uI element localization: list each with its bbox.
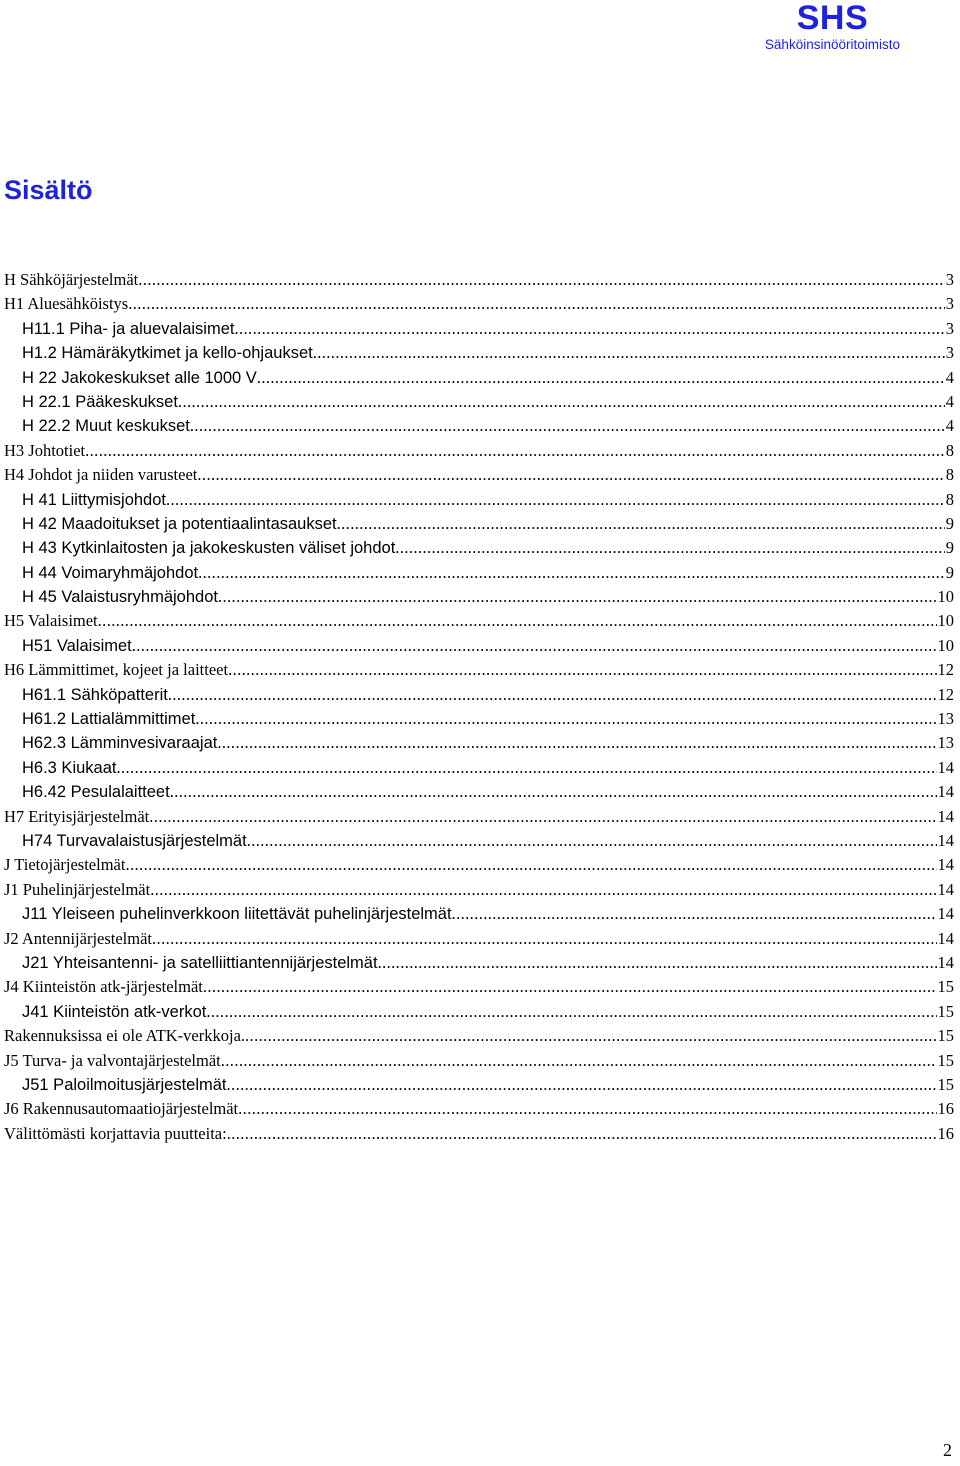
toc-entry-page: 14 xyxy=(937,855,954,875)
toc-entry[interactable] xyxy=(4,683,954,707)
toc-entry-label: J1 Puhelinjärjestelmät xyxy=(4,879,151,899)
toc-dot-leader xyxy=(228,658,936,682)
toc-entry-label: J51 Paloilmoitusjärjestelmät xyxy=(22,1075,227,1094)
toc-entry-label: H Sähköjärjestelmät xyxy=(4,270,139,289)
toc-dot-leader xyxy=(227,1073,937,1097)
toc-entry-label: J2 Antennijärjestelmät xyxy=(4,928,153,948)
toc-dot-leader xyxy=(195,707,936,731)
toc-entry-label: H11.1 Piha- ja aluevalaisimet xyxy=(22,319,235,338)
toc-dot-leader xyxy=(217,731,936,755)
toc-entry-page: 13 xyxy=(937,709,954,729)
toc-dot-leader xyxy=(198,561,945,585)
toc-dot-leader xyxy=(168,683,937,707)
toc-entry[interactable] xyxy=(4,1073,954,1097)
logo-subtitle: Sähköinsinööritoimisto xyxy=(764,37,900,52)
toc-entry-page: 14 xyxy=(937,928,954,948)
toc-entry[interactable] xyxy=(4,951,954,975)
toc-entry-label: J11 Yleiseen puhelinverkkoon liitettävät puhelinjärjestelmät xyxy=(22,905,452,924)
toc-entry[interactable] xyxy=(4,1097,954,1121)
toc-entry-page: 9 xyxy=(945,538,954,558)
toc-entry[interactable] xyxy=(4,268,954,292)
toc-entry-label: H61.1 Sähköpatterit xyxy=(22,685,168,704)
company-logo xyxy=(765,0,900,53)
toc-dot-leader xyxy=(218,585,937,609)
toc-dot-leader xyxy=(234,317,944,341)
toc-entry-label: H 22.1 Pääkeskukset xyxy=(22,392,178,411)
toc-dot-leader xyxy=(166,488,945,512)
toc-dot-leader xyxy=(378,951,937,975)
toc-entry-page: 15 xyxy=(937,1074,954,1094)
toc-entry[interactable] xyxy=(4,463,954,487)
toc-dot-leader xyxy=(85,439,945,463)
toc-entry-label: Välittömästi korjattavia puutteita: xyxy=(4,1123,227,1143)
toc-entry-label: H7 Erityisjärjestelmät xyxy=(4,806,150,826)
toc-entry[interactable] xyxy=(4,414,954,438)
toc-entry-label: H 45 Valaistusryhmäjohdot xyxy=(22,588,218,607)
toc-dot-leader xyxy=(152,927,936,951)
toc-entry-label: H 42 Maadoitukset ja potentiaalintasaukset xyxy=(22,514,337,533)
toc-entry[interactable] xyxy=(4,829,954,853)
toc-dot-leader xyxy=(247,829,937,853)
toc-entry-page: 3 xyxy=(945,270,954,289)
toc-entry-label: H74 Turvavalaistusjärjestelmät xyxy=(22,831,247,850)
toc-entry-page: 8 xyxy=(945,465,954,485)
toc-entry-page: 15 xyxy=(937,1001,954,1021)
toc-entry-label: H6 Lämmittimet, kojeet ja laitteet xyxy=(4,660,229,680)
toc-dot-leader xyxy=(138,268,944,292)
logo-title: SHS xyxy=(796,0,869,37)
toc-entry[interactable] xyxy=(4,805,954,829)
toc-entry[interactable] xyxy=(4,609,954,633)
toc-dot-leader xyxy=(150,878,936,902)
toc-entry[interactable] xyxy=(4,902,954,926)
toc-entry[interactable] xyxy=(4,975,954,999)
toc-entry-label: J41 Kiinteistön atk-verkot xyxy=(22,1002,207,1021)
toc-entry[interactable] xyxy=(4,756,954,780)
toc-dot-leader xyxy=(98,609,937,633)
toc-entry[interactable] xyxy=(4,585,954,609)
toc-entry-page: 15 xyxy=(937,1050,954,1070)
toc-entry[interactable] xyxy=(4,878,954,902)
toc-entry[interactable] xyxy=(4,366,954,390)
toc-dot-leader xyxy=(452,902,937,926)
toc-dot-leader xyxy=(197,463,944,487)
toc-entry[interactable] xyxy=(4,292,954,316)
toc-entry[interactable] xyxy=(4,341,954,365)
toc-entry-page: 15 xyxy=(937,1026,954,1046)
toc-dot-leader xyxy=(125,853,936,877)
toc-entry[interactable] xyxy=(4,853,954,877)
toc-entry[interactable] xyxy=(4,1000,954,1024)
toc-dot-leader xyxy=(170,780,937,804)
toc-dot-leader xyxy=(337,512,945,536)
toc-dot-leader xyxy=(190,414,945,438)
toc-entry[interactable] xyxy=(4,536,954,560)
toc-entry[interactable] xyxy=(4,390,954,414)
table-of-contents xyxy=(4,268,954,1146)
toc-entry-label: H 41 Liittymisjohdot xyxy=(22,490,166,509)
toc-dot-leader xyxy=(238,1097,936,1121)
toc-entry-page: 14 xyxy=(937,904,954,924)
toc-entry-page: 10 xyxy=(937,635,954,655)
toc-entry-label: H 44 Voimaryhmäjohdot xyxy=(22,563,199,582)
toc-dot-leader xyxy=(203,975,937,999)
toc-entry-label: J Tietojärjestelmät xyxy=(4,855,126,875)
page-number: 2 xyxy=(943,1440,952,1460)
toc-dot-leader xyxy=(132,634,937,658)
toc-entry-label: H1 Aluesähköistys xyxy=(4,294,129,314)
toc-entry-page: 14 xyxy=(937,830,954,850)
toc-entry-page: 9 xyxy=(945,513,954,533)
toc-entry-label: H51 Valaisimet xyxy=(22,636,132,655)
toc-entry[interactable] xyxy=(4,634,954,658)
toc-dot-leader xyxy=(313,341,945,365)
toc-entry-label: H 22.2 Muut keskukset xyxy=(22,417,190,436)
toc-entry-page: 14 xyxy=(937,782,954,802)
toc-entry[interactable] xyxy=(4,780,954,804)
toc-entry-page: 8 xyxy=(945,440,954,460)
toc-entry-label: H3 Johtotiet xyxy=(4,440,86,460)
toc-entry-label: H62.3 Lämminvesivaraajat xyxy=(22,734,218,753)
toc-entry-page: 3 xyxy=(945,294,954,314)
toc-dot-leader xyxy=(245,1024,936,1048)
toc-entry-page: 14 xyxy=(937,952,954,972)
toc-entry-page: 16 xyxy=(937,1123,954,1143)
toc-entry-label: H4 Johdot ja niiden varusteet xyxy=(4,465,198,485)
toc-entry[interactable] xyxy=(4,561,954,585)
toc-entry[interactable] xyxy=(4,488,954,512)
toc-dot-leader xyxy=(116,756,936,780)
toc-entry[interactable] xyxy=(4,512,954,536)
toc-entry-label: H5 Valaisimet xyxy=(4,611,98,631)
toc-dot-leader xyxy=(257,366,945,390)
toc-entry-label: H 22 Jakokeskukset alle 1000 V xyxy=(22,368,257,387)
toc-entry-page: 14 xyxy=(937,879,954,899)
toc-entry-label: H 43 Kytkinlaitosten ja jakokeskusten väliset johdot xyxy=(22,539,396,558)
toc-entry-page: 15 xyxy=(937,977,954,997)
toc-entry-page: 13 xyxy=(937,733,954,753)
toc-entry-page: 4 xyxy=(945,391,954,411)
toc-entry[interactable] xyxy=(4,439,954,463)
toc-entry[interactable] xyxy=(4,1122,954,1146)
toc-entry-page: 12 xyxy=(937,684,954,704)
toc-entry-label: Rakennuksissa ei ole ATK-verkkoja. xyxy=(4,1026,246,1046)
toc-entry[interactable] xyxy=(4,707,954,731)
toc-entry-page: 8 xyxy=(945,489,954,509)
toc-entry-label: H6.42 Pesulalaitteet xyxy=(22,783,170,802)
toc-entry-page: 10 xyxy=(937,587,954,607)
toc-entry[interactable] xyxy=(4,658,954,682)
toc-title: Sisältö xyxy=(4,175,93,205)
toc-entry[interactable] xyxy=(4,317,954,341)
toc-entry-page: 14 xyxy=(937,806,954,826)
toc-entry-page: 3 xyxy=(945,343,954,363)
toc-entry[interactable] xyxy=(4,927,954,951)
toc-entry-label: J4 Kiinteistön atk-järjestelmät xyxy=(4,977,203,997)
toc-dot-leader xyxy=(395,536,944,560)
toc-entry-page: 16 xyxy=(937,1099,954,1119)
toc-entry-label: H6.3 Kiukaat xyxy=(22,758,117,777)
toc-entry-label: H1.2 Hämäräkytkimet ja kello-ohjaukset xyxy=(22,344,313,363)
toc-entry-page: 3 xyxy=(945,318,954,338)
toc-entry[interactable] xyxy=(4,1024,954,1048)
toc-entry[interactable] xyxy=(4,1049,954,1073)
toc-entry-label: J5 Turva- ja valvontajärjestelmät xyxy=(4,1050,221,1070)
toc-entry-page: 4 xyxy=(945,416,954,436)
toc-dot-leader xyxy=(227,1122,937,1146)
toc-entry-page: 9 xyxy=(945,562,954,582)
toc-entry-label: H61.2 Lattialämmittimet xyxy=(22,710,196,729)
toc-entry-label: J6 Rakennusautomaatiojärjestelmät xyxy=(4,1099,239,1119)
toc-entry-page: 14 xyxy=(937,757,954,777)
toc-dot-leader xyxy=(178,390,945,414)
toc-entry-label: J21 Yhteisantenni- ja satelliittiantennijärjestelmät xyxy=(22,953,378,972)
toc-entry-page: 12 xyxy=(937,660,954,680)
toc-entry-page: 10 xyxy=(937,611,954,631)
toc-dot-leader xyxy=(221,1049,937,1073)
toc-dot-leader xyxy=(128,292,945,316)
toc-entry[interactable] xyxy=(4,731,954,755)
toc-dot-leader xyxy=(149,805,936,829)
toc-entry-page: 4 xyxy=(945,367,954,387)
toc-dot-leader xyxy=(206,1000,936,1024)
